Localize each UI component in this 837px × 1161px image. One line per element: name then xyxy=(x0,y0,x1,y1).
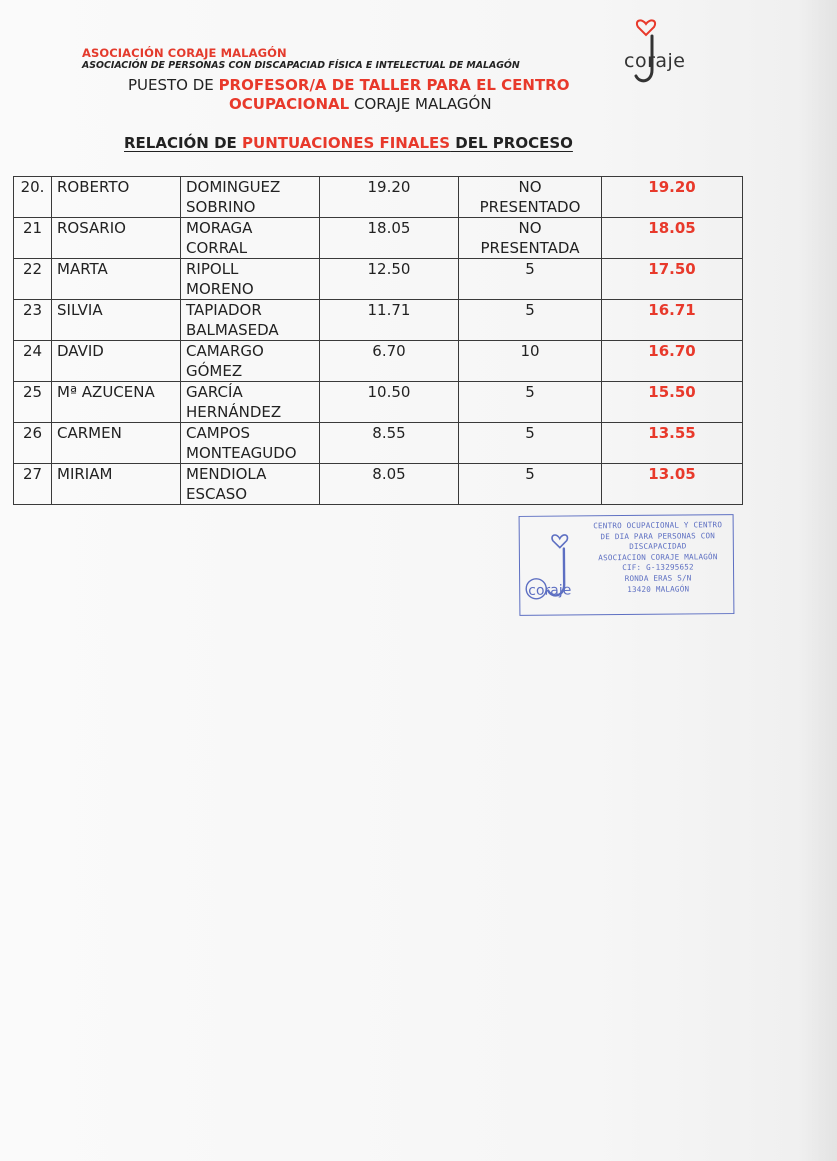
score-cell xyxy=(320,423,459,464)
final-score-cell xyxy=(602,423,743,464)
surname-cell xyxy=(181,423,320,464)
merit-score-cell xyxy=(459,464,602,505)
final-score-cell-text: 16.70 xyxy=(648,342,696,360)
score-cell-text: 11.71 xyxy=(367,301,411,319)
surname-cell-text: CAMARGO xyxy=(186,342,264,360)
stamp-line: 13420 MALAGÓN xyxy=(627,584,690,594)
row-number-text: 27 xyxy=(22,465,43,483)
final-score-cell xyxy=(602,382,743,423)
merit-score-cell xyxy=(459,177,602,218)
row-number xyxy=(14,259,52,300)
table-row xyxy=(14,464,743,505)
surname-cell-text: DOMINGUEZ xyxy=(186,178,281,196)
logo-wordmark: coraje xyxy=(624,50,686,72)
final-score-cell xyxy=(602,218,743,259)
official-stamp xyxy=(519,514,735,616)
stamp-line: CENTRO OCUPACIONAL Y CENTRO xyxy=(593,520,723,531)
first-name-cell xyxy=(52,177,181,218)
surname-cell-text: TAPIADOR xyxy=(186,301,262,319)
surname-cell-text: MORENO xyxy=(186,280,254,298)
table-row xyxy=(14,177,743,218)
final-score-cell xyxy=(602,341,743,382)
merit-score-cell xyxy=(459,382,602,423)
merit-score-cell-text: PRESENTADA xyxy=(480,239,580,257)
final-score-cell-text: 15.50 xyxy=(648,383,696,401)
row-number xyxy=(14,218,52,259)
final-score-cell xyxy=(602,300,743,341)
score-cell xyxy=(320,218,459,259)
row-number xyxy=(14,177,52,218)
first-name-cell xyxy=(52,382,181,423)
score-cell xyxy=(320,464,459,505)
post-title-line-1 xyxy=(128,76,569,94)
final-score-cell xyxy=(602,464,743,505)
merit-score-cell-text: 5 xyxy=(525,301,535,319)
merit-score-cell-text: NO xyxy=(518,178,542,196)
final-score-cell-text: 18.05 xyxy=(648,219,696,237)
row-number xyxy=(14,341,52,382)
post-highlight-2: OCUPACIONAL xyxy=(229,95,350,113)
surname-cell-text: GARCÍA xyxy=(186,383,243,401)
surname-cell xyxy=(181,177,320,218)
row-number-text: 21 xyxy=(22,219,43,237)
table-row xyxy=(14,382,743,423)
score-cell-text: 10.50 xyxy=(367,383,411,401)
merit-score-cell-text: 5 xyxy=(525,383,535,401)
merit-score-cell-text: 5 xyxy=(525,465,535,483)
surname-cell xyxy=(181,259,320,300)
table-row xyxy=(14,423,743,464)
first-name-cell-text: ROSARIO xyxy=(57,219,126,237)
first-name-cell xyxy=(52,300,181,341)
table-row xyxy=(14,300,743,341)
score-cell xyxy=(320,341,459,382)
surname-cell-text: CORRAL xyxy=(186,239,248,257)
stamp-line: ASOCIACION CORAJE MALAGÓN xyxy=(598,551,718,563)
merit-score-cell-text: PRESENTADO xyxy=(479,198,581,216)
surname-cell-text: ESCASO xyxy=(186,485,248,503)
first-name-cell xyxy=(52,423,181,464)
score-cell-text: 12.50 xyxy=(367,260,411,278)
final-score-cell xyxy=(602,259,743,300)
row-number-text: 25 xyxy=(22,383,43,401)
surname-cell xyxy=(181,300,320,341)
first-name-cell-text: DAVID xyxy=(57,342,104,360)
score-cell xyxy=(320,300,459,341)
surname-cell xyxy=(181,382,320,423)
merit-score-cell-text: 5 xyxy=(525,260,535,278)
table-row xyxy=(14,341,743,382)
surname-cell xyxy=(181,464,320,505)
first-name-cell xyxy=(52,464,181,505)
heading-highlight: PUNTUACIONES FINALES xyxy=(242,134,451,152)
first-name-cell xyxy=(52,341,181,382)
merit-score-cell xyxy=(459,300,602,341)
surname-cell-text: MORAGA xyxy=(186,219,253,237)
stamp-line: RONDA ERAS S/N xyxy=(624,573,692,583)
score-cell-text: 8.55 xyxy=(372,424,406,442)
table-row xyxy=(14,259,743,300)
surname-cell-text: HERNÁNDEZ xyxy=(186,403,282,421)
surname-cell-text: MONTEAGUDO xyxy=(186,444,297,462)
merit-score-cell xyxy=(459,423,602,464)
first-name-cell-text: MIRIAM xyxy=(57,465,113,483)
score-cell xyxy=(320,382,459,423)
score-cell-text: 6.70 xyxy=(372,342,406,360)
score-cell xyxy=(320,259,459,300)
first-name-cell-text: SILVIA xyxy=(57,301,103,319)
heading-suffix: DEL PROCESO xyxy=(450,134,573,152)
surname-cell xyxy=(181,218,320,259)
heading-prefix: RELACIÓN DE xyxy=(124,134,243,152)
row-number-text: 26 xyxy=(22,424,43,442)
row-number-text: 23 xyxy=(22,301,43,319)
surname-cell xyxy=(181,341,320,382)
merit-score-cell xyxy=(459,218,602,259)
first-name-cell-text: CARMEN xyxy=(57,424,122,442)
scores-table xyxy=(13,176,743,505)
scores-table-body xyxy=(14,177,743,505)
surname-cell-text: BALMASEDA xyxy=(186,321,279,339)
post-prefix: PUESTO DE xyxy=(128,76,219,94)
document-heading xyxy=(124,134,573,152)
row-number-text: 22 xyxy=(22,260,43,278)
merit-score-cell-text: 5 xyxy=(525,424,535,442)
first-name-cell-text: Mª AZUCENA xyxy=(57,383,155,401)
merit-score-cell-text: 10 xyxy=(520,342,540,360)
surname-cell-text: RIPOLL xyxy=(186,260,239,278)
row-number-text: 20. xyxy=(20,178,45,196)
first-name-cell-text: MARTA xyxy=(57,260,108,278)
row-number-text: 24 xyxy=(22,342,43,360)
org-subtitle: ASOCIACIÓN DE PERSONAS CON DISCAPACIAD FÍSICA E INTELECTUAL DE MALAGÓN xyxy=(82,60,520,71)
first-name-cell xyxy=(52,218,181,259)
surname-cell-text: SOBRINO xyxy=(186,198,256,216)
row-number xyxy=(14,382,52,423)
stamp-line: DE DIA PARA PERSONAS CON xyxy=(600,530,716,541)
surname-cell-text: GÓMEZ xyxy=(186,362,243,380)
score-cell-text: 8.05 xyxy=(372,465,406,483)
merit-score-cell-text: NO xyxy=(518,219,542,237)
stamp-text xyxy=(584,520,733,595)
final-score-cell-text: 19.20 xyxy=(648,178,696,196)
org-name: ASOCIACIÓN CORAJE MALAGÓN xyxy=(82,46,287,60)
stamp-line: DISCAPACIDAD xyxy=(629,541,687,552)
final-score-cell-text: 13.55 xyxy=(648,424,696,442)
final-score-cell xyxy=(602,177,743,218)
row-number xyxy=(14,300,52,341)
final-score-cell-text: 17.50 xyxy=(648,260,696,278)
merit-score-cell xyxy=(459,341,602,382)
post-title-line-2 xyxy=(229,95,492,113)
score-cell-text: 19.20 xyxy=(367,178,411,196)
page-shadow xyxy=(797,0,837,1161)
surname-cell-text: MENDIOLA xyxy=(186,465,267,483)
merit-score-cell xyxy=(459,259,602,300)
first-name-cell xyxy=(52,259,181,300)
row-number xyxy=(14,464,52,505)
surname-cell-text: CAMPOS xyxy=(186,424,251,442)
post-suffix: CORAJE MALAGÓN xyxy=(349,95,492,113)
table-row xyxy=(14,218,743,259)
score-cell-text: 18.05 xyxy=(367,219,411,237)
stamp-line: CIF: G-13295652 xyxy=(622,562,694,573)
first-name-cell-text: ROBERTO xyxy=(57,178,130,196)
post-highlight-1: PROFESOR/A DE TALLER PARA EL CENTRO xyxy=(218,76,570,94)
stamp-logo-wordmark: coraje xyxy=(528,582,572,599)
score-cell xyxy=(320,177,459,218)
final-score-cell-text: 16.71 xyxy=(648,301,696,319)
final-score-cell-text: 13.05 xyxy=(648,465,696,483)
row-number xyxy=(14,423,52,464)
